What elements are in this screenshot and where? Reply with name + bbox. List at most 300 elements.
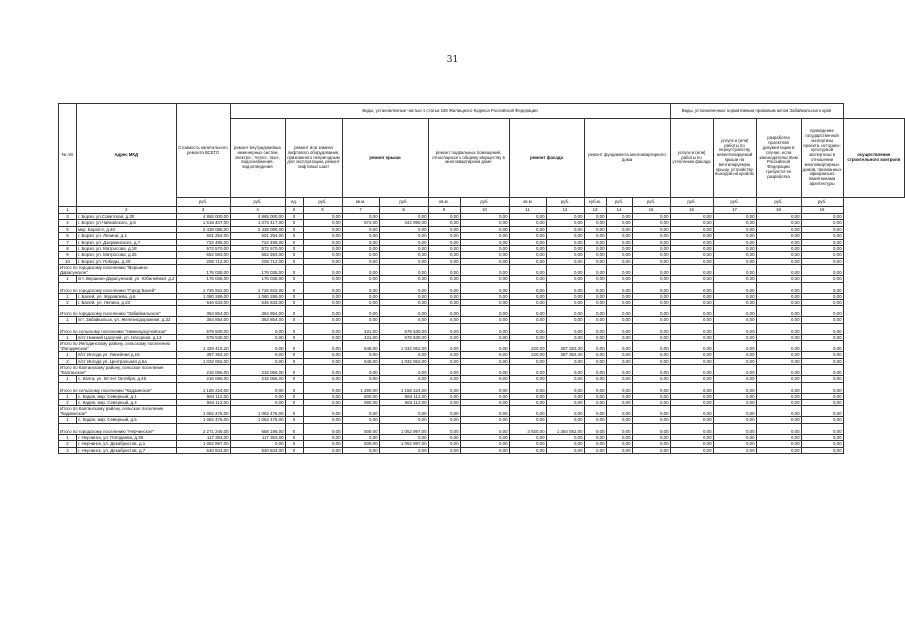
value-cell: 0,00 [756, 317, 801, 323]
value-cell: 0,00 [606, 220, 632, 226]
value-cell: 0,00 [713, 252, 756, 258]
value-cell: 0,00 [756, 239, 801, 245]
value-cell: 0,00 [670, 252, 713, 258]
column-number: 2 [77, 207, 177, 214]
value-cell: 0,00 [303, 300, 342, 306]
value-cell: 0,00 [584, 434, 606, 440]
value-cell: 0,00 [584, 300, 606, 306]
address-cell: мкр. Борзя-2, д.40 [77, 226, 177, 232]
row-index: 1 [59, 293, 77, 299]
value-cell: 0,00 [801, 406, 843, 417]
value-cell: 0,00 [546, 252, 584, 258]
value-cell: 0,00 [460, 317, 509, 323]
value-cell: 0,00 [584, 214, 606, 220]
value-cell: 0,00 [713, 239, 756, 245]
value-cell: 0,00 [509, 376, 546, 382]
value-cell: 0,00 [584, 317, 606, 323]
column-number-row [59, 207, 905, 214]
value-cell: 0,00 [606, 365, 632, 376]
value-cell: 0,00 [546, 334, 584, 340]
value-cell: 0,00 [756, 358, 801, 364]
value-cell: 0,00 [606, 447, 632, 453]
repair-program-table [58, 103, 905, 454]
address-cell: г. Борзя, ул. Дзержинского, д.7 [77, 239, 177, 245]
value-cell: 220,00 [509, 352, 546, 358]
value-cell: 0,00 [606, 352, 632, 358]
value-cell: 0,00 [584, 358, 606, 364]
address-cell: г. Борзя, ул. Матросова, д.25 [77, 252, 177, 258]
value-cell: 0,00 [230, 323, 285, 334]
value-cell: 0,00 [428, 352, 460, 358]
value-cell: 0,00 [230, 399, 285, 405]
value-cell: 0,00 [460, 306, 509, 317]
value-cell: 176 035,00 [176, 265, 230, 276]
value-cell: 0,00 [756, 423, 801, 434]
value-cell: 176 035,00 [230, 265, 285, 276]
value-cell: 0,00 [584, 252, 606, 258]
row-index: 1 [59, 376, 77, 382]
value-cell: 0,00 [546, 276, 584, 282]
value-cell: 354 854,00 [176, 306, 230, 317]
value-cell: 0 [285, 220, 303, 226]
value-cell: 0,00 [756, 323, 801, 334]
value-cell: 0,00 [342, 293, 379, 299]
value-cell: 0 [285, 341, 303, 352]
address-cell: г. Балей, ул. Журавлева, д.6 [77, 293, 177, 299]
value-cell: 0,00 [342, 406, 379, 417]
col-header-engineering-systems: ремонт внутридомовых инженерных систем электро-, тепло-, газо-, водоснабжения, водоотведения [230, 119, 285, 198]
value-cell: 0,00 [632, 423, 670, 434]
value-cell: 0,00 [801, 220, 843, 226]
row-index: 3 [59, 214, 77, 220]
value-cell: 584 112,00 [379, 393, 428, 399]
value-cell: 0,00 [632, 226, 670, 232]
value-cell: 0,00 [670, 323, 713, 334]
value-cell: 0,00 [428, 358, 460, 364]
value-cell: 0,00 [606, 293, 632, 299]
address-cell: п/ст Ингода ул. Линейная д.15 [77, 352, 177, 358]
value-cell: 0,00 [342, 246, 379, 252]
value-cell: 0,00 [713, 323, 756, 334]
column-number: 1 [59, 207, 77, 214]
value-cell: 0,00 [584, 417, 606, 423]
value-cell: 0,00 [546, 358, 584, 364]
value-cell: 0,00 [670, 265, 713, 276]
value-cell: 0,00 [379, 252, 428, 258]
value-cell: 0,00 [801, 393, 843, 399]
value-cell: 0,00 [379, 293, 428, 299]
value-cell: 1 032 062,00 [379, 358, 428, 364]
value-cell: 540 843,00 [176, 447, 230, 453]
value-cell: 0,00 [509, 417, 546, 423]
value-cell: 0,00 [460, 393, 509, 399]
value-cell: 216 056,00 [176, 365, 230, 376]
value-cell: 0 [285, 417, 303, 423]
value-cell: 0,00 [303, 233, 342, 239]
value-cell: 0 [285, 233, 303, 239]
address-cell: пгт. Вершино-Дарасунский, ул. Юбилейная, д.2 [78, 276, 175, 282]
value-cell: 0,00 [428, 434, 460, 440]
value-cell: 584 112,00 [176, 399, 230, 405]
value-cell: 0,00 [606, 265, 632, 276]
value-cell: 0,00 [584, 393, 606, 399]
value-cell: 0 [285, 282, 303, 293]
value-cell: 0,00 [670, 306, 713, 317]
value-cell: 1 052 997,00 [379, 423, 428, 434]
value-cell: 0,00 [428, 382, 460, 393]
value-cell: 0,00 [632, 282, 670, 293]
value-cell: 2 438 085,00 [230, 226, 285, 232]
value-cell: 509,00 [342, 441, 379, 447]
col-header-expertise: проведение государственной экспертизы проекта, историко-культурной экспертизы в отношении многоквартирных домов, признанных официально памятниками архитектуры [801, 119, 843, 198]
column-number: 17 [713, 207, 756, 214]
value-cell: 572 570,00 [176, 246, 230, 252]
unit-cell: ед. [285, 198, 303, 207]
value-cell: 0,00 [801, 252, 843, 258]
value-cell: 0,00 [460, 276, 509, 282]
value-cell: 0,00 [342, 434, 379, 440]
value-cell: 572,00 [342, 220, 379, 226]
column-number: 13 [584, 207, 606, 214]
value-cell: 0,00 [584, 406, 606, 417]
value-cell: 0,00 [303, 258, 342, 264]
address-cell: г. Нерчинск, ул. Декабристов, д.1 [77, 441, 177, 447]
value-cell: 0,00 [801, 233, 843, 239]
value-cell: 0,00 [509, 447, 546, 453]
value-cell: 0,00 [428, 334, 460, 340]
address-cell: с. Калга, ул. 60 лет Октября, д.45 [77, 376, 177, 382]
value-cell: 0,00 [713, 214, 756, 220]
value-cell: 0,00 [632, 399, 670, 405]
row-index: 10 [59, 258, 77, 264]
subtotal-row [59, 265, 905, 276]
value-cell: 0 [285, 300, 303, 306]
address-cell: пгт. Забайкальск, ул. Железнодорожная, д.32 [77, 317, 177, 323]
unit-cell: кв.м. [342, 198, 379, 207]
value-cell: 0,00 [606, 393, 632, 399]
value-cell: 0,00 [303, 276, 342, 282]
value-cell: 0,00 [670, 352, 713, 358]
value-cell: 0,00 [303, 323, 342, 334]
value-cell: 0,00 [756, 434, 801, 440]
column-number: 6 [303, 207, 342, 214]
address-cell: г. Борзя, ул. Ленина, д.1 [77, 233, 177, 239]
value-cell: 0,00 [379, 417, 428, 423]
row-index: 2 [59, 358, 77, 364]
value-cell: 0,00 [303, 265, 342, 276]
value-cell: 0,00 [584, 352, 606, 358]
value-cell: 0,00 [584, 220, 606, 226]
value-cell: 0,00 [713, 365, 756, 376]
value-cell: 0,00 [460, 214, 509, 220]
value-cell: 0,00 [546, 376, 584, 382]
value-cell: 0,00 [509, 323, 546, 334]
value-cell: 0,00 [632, 300, 670, 306]
value-cell: 0 [285, 447, 303, 453]
value-cell: 0,00 [756, 365, 801, 376]
value-cell: 0,00 [509, 293, 546, 299]
value-cell: 1 168 224,00 [176, 382, 230, 393]
value-cell: 0,00 [756, 300, 801, 306]
value-cell: 0,00 [670, 233, 713, 239]
value-cell: 0 [285, 214, 303, 220]
value-cell: 0,00 [713, 341, 756, 352]
value-cell: 548,00 [342, 358, 379, 364]
value-cell: 216 056,00 [176, 376, 230, 382]
col-header-basement: ремонт подвальных помещений, относящихся к общему имуществу в многоквартирном доме [428, 119, 509, 198]
unit-cell: руб. [379, 198, 428, 207]
value-cell: 0,00 [756, 233, 801, 239]
value-cell: 0,00 [342, 365, 379, 376]
value-cell: 584 112,00 [379, 399, 428, 405]
value-cell: 0,00 [509, 382, 546, 393]
value-cell: 0,00 [801, 341, 843, 352]
value-cell: 0,00 [713, 317, 756, 323]
value-cell: 0,00 [713, 406, 756, 417]
address-cell: п/ст Ингода ул. Центральная д.5а [77, 358, 177, 364]
row-index: 1 [59, 417, 77, 423]
value-cell: 354 854,00 [230, 306, 285, 317]
value-cell: 0,00 [670, 282, 713, 293]
value-cell: 0,00 [546, 226, 584, 232]
value-cell: 0,00 [670, 376, 713, 382]
value-cell: 0,00 [428, 220, 460, 226]
value-cell: 0,00 [606, 323, 632, 334]
value-cell: 0 [285, 399, 303, 405]
value-cell: 0,00 [509, 365, 546, 376]
value-cell: 0 [285, 358, 303, 364]
value-cell: 0,00 [460, 365, 509, 376]
value-cell: 0,00 [379, 246, 428, 252]
value-cell: 0,00 [379, 214, 428, 220]
address-cell: с. Кадая, мкр. Северный, д.1 [77, 393, 177, 399]
value-cell: 1 726 922,00 [230, 282, 285, 293]
value-cell: 0,00 [632, 365, 670, 376]
value-cell: 0,00 [670, 434, 713, 440]
unit-cell: кв.м [509, 198, 546, 207]
value-cell: 548,00 [342, 341, 379, 352]
value-cell: 0,00 [303, 358, 342, 364]
value-cell: 0 [285, 239, 303, 245]
value-cell: 0,00 [509, 441, 546, 447]
value-cell: 0,00 [801, 265, 843, 276]
value-cell: 0,00 [460, 352, 509, 358]
value-cell: 0,00 [756, 417, 801, 423]
value-cell: 0,00 [713, 447, 756, 453]
value-cell: 0,00 [546, 246, 584, 252]
value-cell: 0,00 [509, 393, 546, 399]
value-cell: 176 035,00 [230, 276, 285, 282]
value-cell: 0,00 [756, 276, 801, 282]
value-cell: 0,00 [756, 293, 801, 299]
subtotal-row [59, 323, 905, 334]
value-cell: 0,00 [460, 300, 509, 306]
address-cell: г. Балей, ул. Ленина, д.23 [77, 300, 177, 306]
value-cell: 0,00 [713, 334, 756, 340]
value-cell: 0,00 [801, 258, 843, 264]
value-cell: 0,00 [713, 399, 756, 405]
value-cell: 0,00 [606, 376, 632, 382]
value-cell: 0,00 [460, 282, 509, 293]
value-cell: 0,00 [460, 382, 509, 393]
value-cell: 722 495,00 [176, 239, 230, 245]
value-cell: 658 196,00 [230, 423, 285, 434]
value-cell: 1 062 476,00 [176, 417, 230, 423]
value-cell: 0,00 [546, 293, 584, 299]
value-cell: 0,00 [509, 399, 546, 405]
column-number: 12 [546, 207, 584, 214]
value-cell: 0,00 [509, 276, 546, 282]
value-cell: 0,00 [632, 214, 670, 220]
value-cell: 0,00 [632, 447, 670, 453]
value-cell: 0,00 [379, 376, 428, 382]
value-cell: 679 530,00 [379, 334, 428, 340]
row-index: 1 [59, 393, 77, 399]
table-body [59, 214, 905, 454]
value-cell: 0,00 [756, 246, 801, 252]
unit-cell: руб. [546, 198, 584, 207]
row-index: 2 [59, 441, 77, 447]
value-cell: 0,00 [342, 282, 379, 293]
value-cell: 0,00 [460, 406, 509, 417]
col-header-address: Адрес МКД [77, 104, 177, 207]
units-row [59, 198, 905, 207]
value-cell: 0,00 [606, 358, 632, 364]
value-cell: 0 [285, 293, 303, 299]
value-cell: 0,00 [509, 306, 546, 317]
value-cell: 0,00 [379, 306, 428, 317]
subtotal-row [59, 423, 905, 434]
unit-cell: руб. [606, 198, 632, 207]
value-cell: 0,00 [509, 434, 546, 440]
value-cell: 0 [285, 441, 303, 447]
value-cell: 0,00 [546, 447, 584, 453]
column-number: 14 [606, 207, 632, 214]
value-cell: 117 353,00 [230, 434, 285, 440]
value-cell: 0,00 [756, 341, 801, 352]
value-cell: 0 [285, 276, 303, 282]
value-cell: 0,00 [379, 300, 428, 306]
value-cell: 0,00 [546, 258, 584, 264]
value-cell: 431,00 [342, 334, 379, 340]
value-cell: 0,00 [670, 293, 713, 299]
value-cell: 0,00 [428, 406, 460, 417]
value-cell: 0,00 [342, 376, 379, 382]
value-cell: 0,00 [801, 434, 843, 440]
value-cell: 0,00 [303, 417, 342, 423]
value-cell: 0,00 [584, 447, 606, 453]
value-cell: 0,00 [342, 214, 379, 220]
value-cell: 0,00 [606, 382, 632, 393]
value-cell: 208 712,00 [230, 258, 285, 264]
value-cell: 0,00 [460, 434, 509, 440]
value-cell: 0,00 [379, 317, 428, 323]
subtotal-row [59, 306, 905, 317]
value-cell: 0,00 [303, 246, 342, 252]
value-cell: 600,00 [342, 393, 379, 399]
value-cell: 0,00 [303, 317, 342, 323]
value-cell: 4 865 000,00 [230, 214, 285, 220]
column-number: 10 [460, 207, 509, 214]
subtotal-row [59, 282, 905, 293]
value-cell: 0,00 [303, 382, 342, 393]
value-cell: 0,00 [230, 393, 285, 399]
address-cell: г. Борзя, ул. Матросова, д.18 [77, 246, 177, 252]
value-cell: 0,00 [303, 334, 342, 340]
value-cell: 0,00 [230, 334, 285, 340]
value-cell: 0,00 [546, 399, 584, 405]
column-number: 4 [230, 207, 285, 214]
value-cell: 431,00 [342, 323, 379, 334]
row-index: 9 [59, 252, 77, 258]
value-cell: 0,00 [303, 434, 342, 440]
value-cell: 0,00 [303, 352, 342, 358]
group-header-federal: Виды, установленные частью 1 статьи 166 Жилищного Кодекса Российской Федерации [230, 104, 670, 119]
value-cell: 0,00 [756, 214, 801, 220]
value-cell: 0,00 [460, 376, 509, 382]
value-cell: 0,00 [428, 376, 460, 382]
value-cell: 0,00 [428, 417, 460, 423]
table-header [59, 104, 905, 214]
subtotal-label: Итого по Калганскому району, сельское поселение "Кадаинское" [59, 406, 177, 417]
value-cell: 1 290,00 [342, 382, 379, 393]
value-cell: 0,00 [632, 406, 670, 417]
column-number: 8 [379, 207, 428, 214]
value-cell: 0,00 [509, 300, 546, 306]
value-cell: 0,00 [801, 282, 843, 293]
value-cell: 0,00 [546, 317, 584, 323]
value-cell: 0,00 [606, 239, 632, 245]
value-cell: 0,00 [756, 441, 801, 447]
subtotal-row [59, 365, 905, 376]
value-cell: 208 712,00 [176, 258, 230, 264]
value-cell: 0,00 [670, 393, 713, 399]
value-cell: 0,00 [428, 293, 460, 299]
value-cell: 0,00 [509, 214, 546, 220]
value-cell: 0,00 [546, 233, 584, 239]
value-cell: 501 254,00 [176, 233, 230, 239]
value-cell: 0,00 [509, 334, 546, 340]
value-cell: 0,00 [632, 233, 670, 239]
value-cell: 0,00 [632, 317, 670, 323]
value-cell: 0,00 [670, 300, 713, 306]
value-cell: 1 032 062,00 [176, 358, 230, 364]
value-cell: 0,00 [584, 323, 606, 334]
value-cell: 0,00 [713, 352, 756, 358]
value-cell: 0,00 [546, 406, 584, 417]
subtotal-label: Итого по городскому поселению "Забайкальское" [59, 306, 177, 317]
column-number: 19 [801, 207, 843, 214]
value-cell: 0,00 [801, 334, 843, 340]
value-cell: 0,00 [460, 252, 509, 258]
value-cell: 0 [285, 334, 303, 340]
unit-cell: руб. [460, 198, 509, 207]
value-cell: 0,00 [509, 282, 546, 293]
value-cell: 0,00 [606, 276, 632, 282]
value-cell: 0,00 [428, 306, 460, 317]
value-cell: 0,00 [606, 258, 632, 264]
value-cell: 0,00 [342, 265, 379, 276]
value-cell: 0,00 [546, 239, 584, 245]
value-cell: 0,00 [303, 365, 342, 376]
value-cell: 220,00 [509, 341, 546, 352]
address-cell: с. Кадая, мкр. Северный, д.4 [77, 399, 177, 405]
value-cell: 0,00 [460, 265, 509, 276]
value-cell: 0,00 [606, 214, 632, 220]
value-cell: 0,00 [584, 376, 606, 382]
value-cell: 0,00 [713, 417, 756, 423]
value-cell: 0,00 [546, 306, 584, 317]
